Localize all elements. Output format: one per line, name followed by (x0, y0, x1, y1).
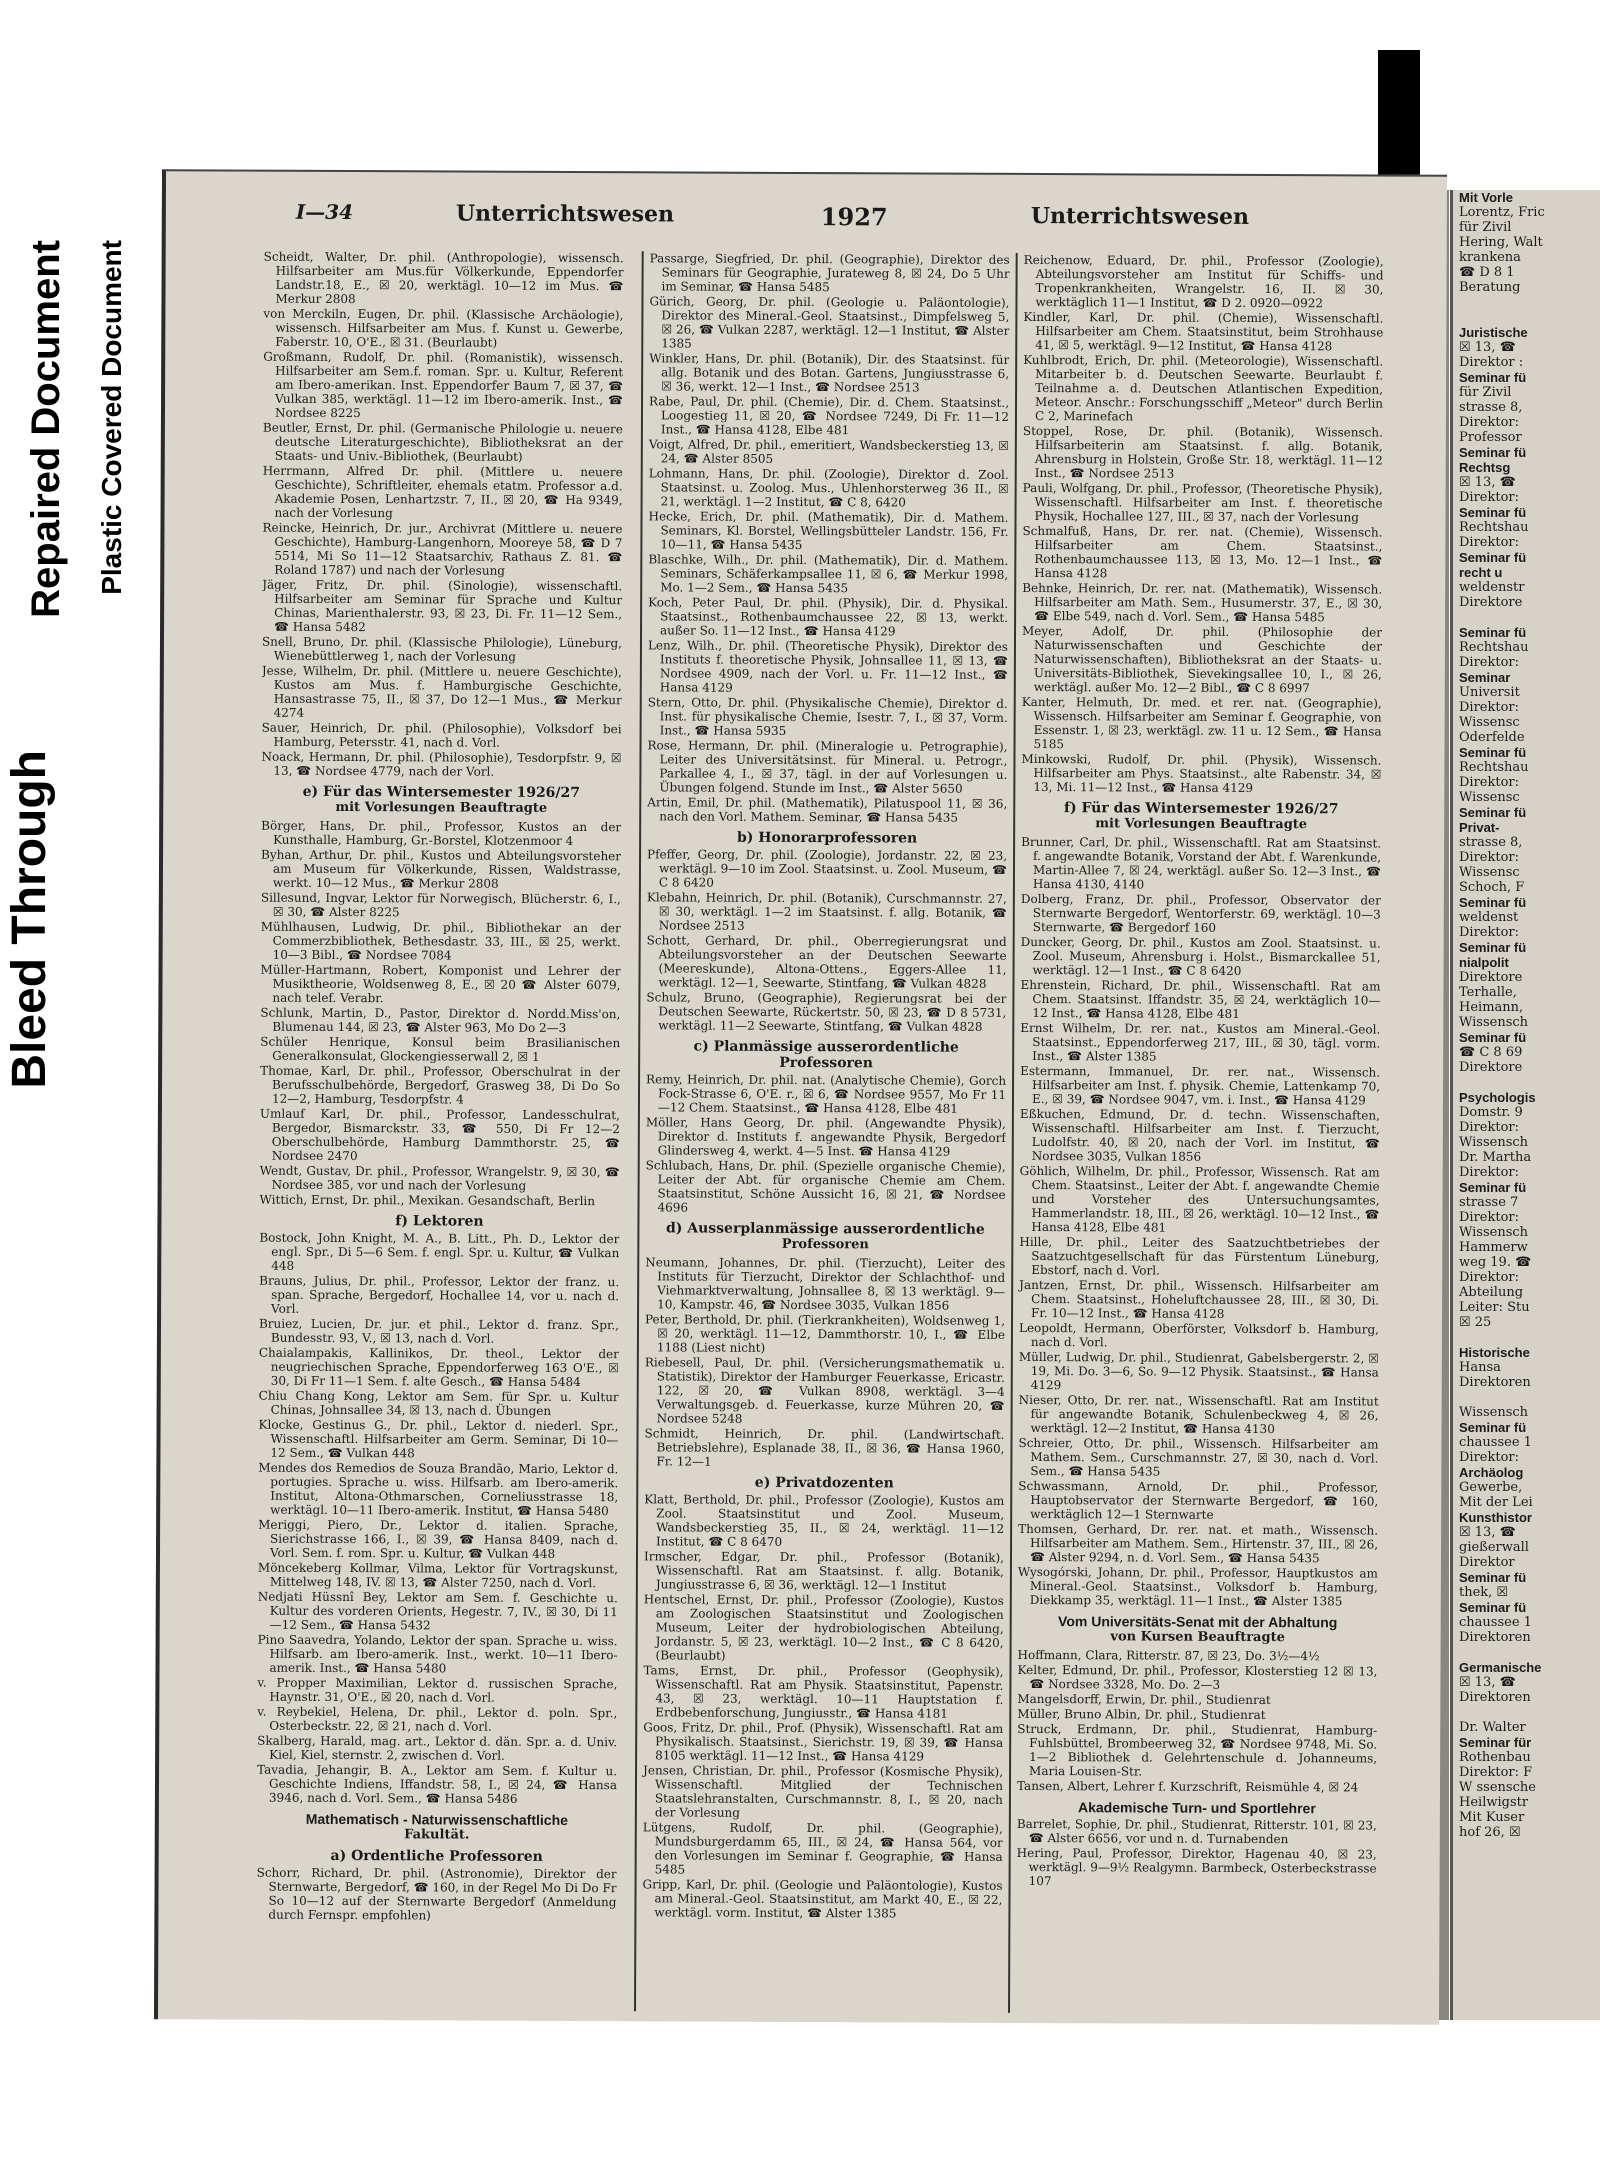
neighbor-text-fragment: Rothenbau (1459, 1750, 1531, 1765)
neighbor-text-fragment: Rechtshau (1459, 640, 1529, 655)
neighbor-text-fragment: Domstr. 9 (1459, 1105, 1523, 1120)
directory-entry: Gürich, Georg, Dr. phil. (Geologie u. Paläontologie), Direktor des Mineral.-Geol. Staatsinst., Dimpfelsweg 5, ☒ 26, ☎ Vulkan 2287, werktägl. 12—1 Institut, ☎ Alster 1385 (649, 294, 1010, 351)
directory-entry: Rabe, Paul, Dr. phil. (Chemie), Dir. d. Chem. Staatsinst., Loogestieg 11, ☒ 20, ☎ Nordsee 7249, Di Fr. 11—12 Inst., ☎ Hansa 4128, Elbe 481 (649, 394, 1010, 438)
directory-entry: Hering, Paul, Professor, Direktor, Hagenau 40, ☒ 23, werktägl. 9—9½ Realgymn. Barmbeck, Osterbeckstrasse 107 (1016, 1845, 1377, 1889)
directory-entry: Sauer, Heinrich, Dr. phil. (Philosophie), Volksdorf bei Hamburg, Petersstr. 41, nach d. Vorl. (261, 720, 622, 750)
neighbor-text-fragment: ☒ 13, ☎ (1459, 475, 1516, 490)
neighbor-text-fragment: Wissensc (1459, 715, 1520, 730)
directory-entry: Kuhlbrodt, Erich, Dr. phil. (Meteorologie), Wissenschaftl. Mitarbeiter b. d. Deutschen Seewarte. Beurlaubt f. Teilnahme a. d. Deutschen Atlantischen Expedition, Meteor. Anschr.: Forschungsschiff „Meteor" durch Berlin C 2, Marinefach (1023, 352, 1384, 424)
directory-entry: Struck, Erdmann, Dr. phil., Studienrat, Hamburg-Fuhlsbüttel, Brombeerweg 32, ☎ Nordsee 9748, Mi. So. 1—2 Bibliothek d. Gelehrtenschule d. Johanneums, Maria Louisen-Str. (1017, 1721, 1378, 1779)
directory-entry: Rose, Hermann, Dr. phil. (Mineralogie u. Petrographie), Leiter des Universitätsinst. für Mineral. u. Petrogr., Parkallee 4, I., ☒ 37, tägl. in der auf Vorlesungen u. Übungen folgend. Stunde im Inst., ☎ Alster 5650 (647, 738, 1008, 796)
column-3 (1008, 253, 1384, 2015)
neighbor-text-fragment: ☎ D 8 1 (1459, 265, 1515, 280)
neighbor-text-fragment (1453, 1390, 1600, 1405)
neighbor-text-fragment: Seminar fü (1459, 895, 1527, 910)
neighbor-text-fragment: Direktor (1459, 1555, 1515, 1570)
faculty-heading: Mathematisch - Naturwissenschaftliche (305, 1810, 568, 1828)
directory-entry: Thomsen, Gerhard, Dr. rer. nat. et math., Wissensch. Hilfsarbeiter am Mathem. Sem., Hirtenstr. 37, III., ☒ 26, ☎ Alster 9294, n. d. Vorl. Sem., ☎ Hansa 5435 (1018, 1521, 1379, 1566)
directory-entry: Klatt, Berthold, Dr. phil., Professor (Zoologie), Kustos am Zool. Staatsinstitut und Zool. Museum, Wandsbeckerstieg 35, II., ☒ 24, werktägl. 11—12 Institut, ☎ C 8 6470 (644, 1492, 1005, 1549)
neighbor-text-fragment: Seminar (1459, 670, 1511, 685)
section-subheading: mit Vorlesungen Beauftragte (335, 799, 548, 816)
neighbor-text-fragment: Gewerbe, (1459, 1480, 1523, 1495)
neighbor-text-fragment (1453, 1075, 1600, 1090)
neighbor-text-fragment: Kunsthistor (1459, 1510, 1532, 1525)
directory-entry: Göhlich, Wilhelm, Dr. phil., Professor, Wissensch. Rat am Chem. Staatsinst., Leiter der Abt. f. angewandte Chemie und Vorsteher des Untersuchungsamtes, Hammerlandstr. 18, III., ☒ 26, werktägl. 10—12 Inst., ☎ Hansa 4128, Elbe 481 (1019, 1163, 1380, 1235)
neighbor-text-fragment: Seminar für (1459, 1735, 1532, 1750)
neighbor-text-fragment: Direktor: (1459, 775, 1520, 790)
section-heading: e) Privatdozenten (754, 1474, 894, 1492)
neighbor-text-fragment: Seminar fü (1459, 745, 1527, 760)
neighbor-text-fragment: Direktor: (1459, 1270, 1520, 1285)
directory-entry: Jensen, Christian, Dr. phil., Professor (Kosmische Physik), Wissenschaftl. Mitglied der Technischen Staatslehranstalten, Curschmannstr. 8, I., ☒ 20, nach der Vorlesung (643, 1763, 1004, 1820)
header-year: 1927 (820, 202, 888, 232)
header-left-title: Unterrichtswesen (455, 200, 675, 228)
neighbor-text-fragment: Mit Vorle (1459, 190, 1513, 205)
neighbor-text-fragment: Direktor: (1459, 925, 1520, 940)
entry-list (1017, 1817, 1377, 1890)
directory-entry: Gripp, Karl, Dr. phil. (Geologie und Paläontologie), Kustos am Mineral.-Geol. Staatsinstitut, am Markt 40, E., ☒ 22, werktägl. vorm. Institut, ☎ Alster 1385 (642, 1877, 1003, 1921)
directory-entry: Snell, Bruno, Dr. phil. (Klassische Philologie), Lüneburg, Wienebüttlerweg 1, nach der Vorlesung (261, 634, 623, 664)
neighbor-text-fragment: Historische (1459, 1345, 1530, 1360)
section-subheading: Professoren (781, 1236, 869, 1253)
neighbor-text-fragment: Seminar fü (1459, 1420, 1527, 1435)
neighbor-text-fragment: Dr. Walter (1459, 1720, 1526, 1735)
neighbor-text-fragment: Direktor: (1459, 490, 1520, 505)
neighbor-text-fragment (1453, 1705, 1600, 1720)
neighbor-text-fragment: ☒ 13, ☎ (1459, 1675, 1516, 1690)
entry-list (257, 1231, 620, 1807)
neighbor-text-fragment: Oderfelde (1459, 730, 1525, 745)
neighbor-text-fragment: Archäolog (1459, 1465, 1524, 1480)
neighbor-text-fragment: Seminar fü (1459, 370, 1527, 385)
section-heading: c) Planmässige ausserordentliche Professoren (693, 1038, 959, 1072)
neighbor-text-fragment: Germanische (1459, 1660, 1542, 1675)
section-heading: a) Ordentliche Professoren (330, 1847, 543, 1865)
neighbor-text-fragment: ☒ 13, ☎ (1459, 340, 1516, 355)
directory-entry: Klocke, Gestinus G., Dr. phil., Lektor d. niederl. Spr., Wissenschaftl. Hilfsarbeiter am Germ. Seminar, Di 10—12 Sem., ☎ Vulkan 448 (258, 1417, 619, 1461)
neighbor-text-fragment: Psychologis (1459, 1090, 1536, 1105)
column-2 (634, 251, 1010, 2013)
neighbor-text-fragment: Dr. Martha (1459, 1150, 1532, 1165)
neighbor-text-fragment: Direktor : (1459, 355, 1524, 370)
entry-list (1021, 253, 1383, 796)
directory-entry: Kindler, Karl, Dr. phil. (Chemie), Wissenschaftl. Hilfsarbeiter am Chem. Staatsinstitut, beim Strohhause 41, ☒ 5, werktägl. 9—12 Institut, ☎ Hansa 4128 (1023, 309, 1384, 354)
directory-entry: Duncker, Georg, Dr. phil., Kustos am Zool. Staatsinst. u. Zool. Museum, Ahrensburg i. Holst., Bismarckallee 51, werktägl. 12—1 Inst., ☎ C 8 6420 (1020, 934, 1381, 978)
senat-heading: Vom Universitäts-Senat mit der Abhaltung (1058, 1613, 1338, 1631)
directory-entry: Irmscher, Edgar, Dr. phil., Professor (Botanik), Wissenschaftl. Rat am Staatsinst. f. allg. Botanik, Jungiusstrasse 6, ☒ 36, werktägl. 12—1 Institut (643, 1549, 1005, 1593)
directory-entry: Börger, Hans, Dr. phil., Professor, Kustos an der Kunsthalle, Hamburg, Gr.-Borstel, Klotzenmoor 4 (261, 818, 622, 849)
neighbor-text-fragment: Seminar fü (1459, 805, 1527, 820)
neighbor-text-fragment: Juristische (1459, 325, 1528, 340)
directory-entry: Pino Saavedra, Yolando, Lektor der span. Sprache u. wiss. Hilfsarb. am Ibero-amerik. Inst., werkt. 10—11 Ibero-amerik. Inst., ☎ Hansa 5480 (257, 1632, 618, 1676)
neighbor-text-fragment: Direktor: (1459, 415, 1520, 430)
directory-entry: Neumann, Johannes, Dr. phil. (Tierzucht), Leiter des Instituts für Tierzucht, Direktor der Schlachthof- und Viehmarktverwaltung, Johnsallee 8, ☒ 13 werktägl. 9—10, Kampstr. 46, ☎ Nordsee 3035, Vulkan 1856 (645, 1255, 1006, 1313)
neighbor-text-fragment: hof 26, ☒ (1459, 1825, 1521, 1840)
directory-entry: Behnke, Heinrich, Dr. rer. nat. (Mathematik), Wissensch. Hilfsarbeiter am Math. Sem., Husumerstr. 37, E., ☒ 30, ☎ Elbe 549, nach d. Vorl. Sem., ☎ Hansa 5485 (1022, 580, 1383, 625)
neighbor-text-fragment: Seminar fü (1459, 940, 1527, 955)
directory-entry: Pfeffer, Georg, Dr. phil. (Zoologie), Jordanstr. 22, ☒ 23, werktägl. 9—10 im Zool. Staatsinst. u. Zool. Museum, ☎ C 8 6420 (647, 847, 1008, 890)
directory-entry: Tansen, Albert, Lehrer f. Kurzschrift, Reismühle 4, ☒ 24 (1016, 1778, 1359, 1795)
directory-entry: Noack, Hermann, Dr. phil. (Philosophie), Tesdorpfstr. 9, ☒ 13, ☎ Nordsee 4779, nach der Vorl. (261, 749, 622, 779)
neighbor-text-fragment: Direktor: (1459, 700, 1520, 715)
directory-entry: Mendes dos Remedios de Souza Brandão, Mario, Lektor d. portugies. Sprache u. wiss. Hilfsarb. am Ibero-amerik. Institut, Altona-Othmarschen, Corneliusstrasse 18, werktägl. 10—11 Ibero-amerik. Institut, ☎ Hansa 5480 (258, 1460, 619, 1519)
neighbor-text-fragment: Seminar fü (1459, 550, 1527, 565)
neighbor-text-fragment (1453, 1330, 1600, 1345)
entry-list (646, 847, 1007, 1034)
entry-list (1017, 1648, 1378, 1795)
document-condition-labels (0, 220, 160, 1220)
neighbor-text-fragment: Beratung (1459, 280, 1521, 295)
neighbor-text-fragment: Seminar fü (1459, 1600, 1527, 1615)
neighbor-text-fragment: Hammerw (1459, 1240, 1528, 1255)
directory-entry: Meyer, Adolf, Dr. phil. (Philosophie der Naturwissenschaften und Geschichte der Naturwissenschaften), Bibliotheksrat an der Staats- u. Universitäts-Bibliothek, Sievekingsallee 10, I., ☒ 26, werktägl. außer Mo. 12—2 Bibl., ☎ C 8 6997 (1022, 623, 1383, 696)
directory-entry: Schmalfuß, Hans, Dr. rer. nat. (Chemie), Wissensch. Hilfsarbeiter am Chem. Staatsinst., Rothenbaumchaussee 113, ☒ 13, Mo. 12—1 Inst., ☎ Hansa 4128 (1022, 523, 1383, 581)
neighbor-text-fragment: Heilwigstr (1459, 1795, 1529, 1810)
directory-entry: Mangelsdorff, Erwin, Dr. phil., Studienrat (1017, 1691, 1271, 1708)
neighbor-text-fragment: Abteilung (1459, 1285, 1524, 1300)
directory-entry: Lohmann, Hans, Dr. phil. (Zoologie), Direktor d. Zool. Staatsinst. u. Zoolog. Mus., Uhlenhorsterweg 36 II., ☒ 21, werktägl. 1—2 Institut, ☎ C 8, 6420 (648, 466, 1009, 510)
directory-entry: Lenz, Wilh., Dr. phil. (Theoretische Physik), Direktor des Instituts f. theoretische Physik, Johnsallee 11, ☒ 13, ☎ Nordsee 4909, nach der Vorl. u. Fr. 11—12 Inst., ☎ Hansa 4129 (647, 638, 1008, 695)
directory-entry: Müller-Hartmann, Robert, Komponist und Lehrer der Musiktheorie, Woldsenweg 8, E., ☒ 20 ☎ Alster 6079, nach telef. Verabr. (260, 962, 621, 1006)
neighbor-text-fragment: strasse 7 (1459, 1195, 1519, 1210)
neighbor-text-fragment: Terhalle, (1459, 985, 1517, 1000)
directory-entry: Kanter, Helmuth, Dr. med. et rer. nat. (Geographie), Wissensch. Hilfsarbeiter am Seminar f. Geographie, von Essenstr. 1, ☒ 23, werktägl. zw. 11 u. 12 Sem., ☎ Hansa 5185 (1021, 694, 1382, 752)
directory-entry: Schott, Gerhard, Dr. phil., Oberregierungsrat und Abteilungsvorsteher an der Deutschen Seewarte (Meereskunde), Altona-Ottens., Eggers-Allee 11, werktägl. 12—1, Seewarte, Stintfang, ☎ Vulkan 4828 (646, 933, 1007, 991)
directory-entry: Lütgens, Rudolf, Dr. phil. (Geographie), Mundsburgerdamm 65, III., ☒ 24, ☎ Hansa 564, vor den Vorlesungen im Seminar f. Geographie, ☎ Hansa 5485 (642, 1820, 1003, 1877)
column-1 (256, 250, 624, 2012)
entry-list (261, 250, 623, 780)
directory-entry: Tavadia, Jehangir, B. A., Lektor am Sem. f. Kultur u. Geschichte Indiens, Iffandstr. 58, I., ☒ 24, ☎ Hansa 3946, nach d. Vorl. Sem., ☎ Hansa 5486 (257, 1762, 618, 1806)
entry-list (644, 1255, 1005, 1470)
neighbor-text-fragment: für Zivil (1459, 220, 1512, 235)
neighbor-text-fragment: Direktor: (1459, 1210, 1520, 1225)
section-heading: e) Für das Wintersemester 1926/27 (302, 783, 581, 802)
neighbor-text-fragment: Schoch, F (1459, 880, 1525, 895)
directory-entry: Minkowski, Rudolf, Dr. phil. (Physik), Wissensch. Hilfsarbeiter am Phys. Staatsinst., alte Rabenstr. 34, ☒ 13, Mi. 11—12 Inst., ☎ Hansa 4129 (1021, 751, 1382, 795)
directory-entry: Jäger, Fritz, Dr. phil. (Sinologie), wissenschaftl. Hilfsarbeiter am Seminar für Sprache und Kultur Chinas, Marienthalerstr. 93, ☒ 23, Di. Fr. 11—12 Sem., ☎ Hansa 5482 (262, 577, 623, 635)
label-repaired-document: Repaired Document (24, 240, 68, 618)
neighbor-text-fragment: Seminar fü (1459, 625, 1527, 640)
neighbor-text-fragment: Wissensch (1459, 1225, 1529, 1240)
directory-entry: Wysogórski, Johann, Dr. phil., Professor, Hauptkustos am Mineral.-Geol. Staatsinst., Volksdorf b. Hamburg, Diekkamp 35, werktägl. 11—1 Inst., ☎ Alster 1385 (1017, 1564, 1378, 1609)
neighbor-text-fragment: Seminar fü (1459, 445, 1527, 460)
directory-entry: Meriggi, Piero, Dr., Lektor d. italien. Sprache, Sierichstrasse 166, I., ☒ 39, ☎ Hansa 8409, nach d. Vorl. Sem. f. rom. Spr. u. Kultur, ☎ Vulkan 448 (258, 1517, 619, 1561)
neighbor-text-fragment: Direktore (1459, 595, 1523, 610)
neighbor-text-fragment: Direktor: (1459, 535, 1520, 550)
directory-entry: Reincke, Heinrich, Dr. jur., Archivrat (Mittlere u. neuere Geschichte), Hamburg-Langenhorn, Mooreye 58, ☎ D 7 5514, Mi So 11—12 Staatsarchiv, Rathaus Z. 81. ☎ Roland 1787) und nach der Vorlesung (262, 520, 623, 578)
directory-entry: Herrmann, Alfred Dr. phil. (Mittlere u. neuere Geschichte), Schriftleiter, ehemals etatm. Professor a.d. Akademie Posen, Lenhartzstr. 7, II., ☒ 20, ☎ Ha 9349, nach der Vorlesung (262, 463, 623, 521)
text-columns (256, 250, 1434, 2015)
directory-entry: Peter, Berthold, Dr. phil. (Tierkrankheiten), Woldsenweg 1, ☒ 20, werktägl. 11—12, Dammthorstr. 10, I., ☎ Elbe 1188 (Liest nicht) (644, 1312, 1006, 1355)
neighbor-text-fragment: Leiter: Stu (1459, 1300, 1530, 1315)
entry-list (645, 1072, 1006, 1216)
neighbor-text-fragment: Rechtshau (1459, 520, 1529, 535)
section-heading: d) Ausserplanmässige ausserordentliche (665, 1220, 985, 1238)
neighbor-text-fragment: strasse 8, (1459, 835, 1523, 850)
directory-entry: Eßkuchen, Edmund, Dr. d. techn. Wissenschaften, Wissenschaftl. Hilfsarbeiter am Inst. f. Tierzucht, Ludolfstr. 40, ☒ 20, nach der Vorl. im Institut, ☎ Nordsee 3035, Vulkan 1856 (1019, 1106, 1380, 1164)
neighbor-text-fragment: Seminar fü (1459, 505, 1527, 520)
directory-entry: Jesse, Wilhelm, Dr. phil. (Mittlere u. neuere Geschichte), Kustos am Mus. f. Hamburgische Geschichte, Hansastrasse 75, II., ☒ 37, Do 12—1 Mus., ☎ Merkur 4274 (261, 663, 622, 720)
directory-entry: Schwassmann, Arnold, Dr. phil., Professor, Hauptobservator der Sternwarte Bergedorf, ☎ 160, werktäglich 12—1 Sternwarte (1018, 1478, 1379, 1522)
label-bleed-through: Bleed Through (3, 750, 56, 1089)
neighbor-text-fragment: Rechtshau (1459, 760, 1529, 775)
directory-entry: Blaschke, Wilh., Dr. phil. (Mathematik), Dir. d. Mathem. Seminars, Schäferkampsallee 11, ☒ 6, ☎ Merkur 1998, Mo. 1—2 Sem., ☎ Hansa 5435 (648, 552, 1009, 596)
neighbor-text-fragment: Professor (1459, 430, 1522, 445)
directory-entry: Skalberg, Harald, mag. art., Lektor d. dän. Spr. a. d. Univ. Kiel, Kiel, sternstr. 2, zwischen d. Vorl. (257, 1733, 618, 1763)
neighbor-text-fragment (1453, 295, 1600, 310)
neighbor-text-fragment: chaussee 1 (1459, 1435, 1532, 1450)
directory-entry: Klebahn, Heinrich, Dr. phil. (Botanik), Curschmannstr. 27, ☒ 30, werktägl. 1—2 im Staatsinst. f. allg. Botanik, ☎ Nordsee 2513 (646, 890, 1007, 933)
neighbor-text-fragment: ☒ 25 (1459, 1315, 1492, 1330)
neighbor-text-fragment: weg 19. ☎ (1459, 1255, 1532, 1270)
directory-entry: Hille, Dr. phil., Leiter des Saatzuchtbetriebes der Saatzuchtgesellschaft für das Fürstentum Lüneburg, Ebstorf, nach d. Vorl. (1019, 1234, 1380, 1278)
directory-entry: Mühlhausen, Ludwig, Dr. phil., Bibliothekar an der Commerzbibliothek, Bethesdastr. 33, III., ☒ 25, werkt. 10—3 Bibl., ☎ Nordsee 7084 (260, 919, 621, 963)
directory-entry: Wendt, Gustav, Dr. phil., Professor, Wrangelstr. 9, ☒ 30, ☎ Nordsee 385, vor und nach der Vorlesung (259, 1163, 620, 1193)
directory-entry: Leopoldt, Hermann, Oberförster, Volksdorf b. Hamburg, nach d. Vorl. (1018, 1320, 1380, 1350)
neighbor-text-fragment: Direktor: F (1459, 1765, 1533, 1780)
directory-entry: Hoffmann, Clara, Ritterstr. 87, ☒ 23, Do. 3½—4½ (1017, 1647, 1320, 1664)
directory-entry: Ernst Wilhelm, Dr. rer. nat., Kustos am Mineral.-Geol. Staatsinst., Eppendorferweg 217, III., ☒ 30, tägl. vorm. Inst., ☎ Alster 1385 (1020, 1020, 1381, 1064)
directory-entry: Chaialampakis, Kallinikos, Dr. theol., Lektor der neugriechischen Sprache, Eppendorferweg 163 O'E., ☒ 30, Di Fr 11—1 Sem. f. alte Gesch., ☎ Hansa 5484 (258, 1345, 619, 1390)
directory-entry: Stoppel, Rose, Dr. phil. (Botanik), Wissensch. Hilfsarbeiterin am Staatsinst. f. allg. Botanik, Ahrensburg in Holstein, Große Str. 18, werktägl. 11—12 Inst., ☎ Nordsee 2513 (1022, 423, 1383, 481)
scanned-page (154, 169, 1447, 2025)
directory-entry: Riebesell, Paul, Dr. phil. (Versicherungsmathematik u. Statistik), Direktor der Hamburger Feuerkasse, Ericastr. 122, ☒ 20, ☎ Vulkan 8908, werktägl. 3—4 Verwaltungsgeb. d. Feuerkasse, kurze Mühren 20, ☎ Nordsee 5248 (644, 1355, 1005, 1426)
directory-entry: Stern, Otto, Dr. phil. (Physikalische Chemie), Direktor d. Inst. für physikalische Chemie, Isestr. 7, I., ☒ 37, Vorm. Inst., ☎ Hansa 5935 (647, 695, 1008, 738)
neighbor-text-fragment: für Zivil (1459, 385, 1512, 400)
directory-entry: Artin, Emil, Dr. phil. (Mathematik), Pilatuspool 11, ☒ 36, nach den Vorl. Mathem. Seminar, ☎ Hansa 5435 (647, 795, 1008, 825)
senat-subheading: von Kursen Beauftragte (1110, 1629, 1285, 1646)
neighbor-text-fragment: recht u (1459, 565, 1503, 580)
entry-list (256, 1866, 616, 1924)
section-subheading: mit Vorlesungen Beauftragte (1095, 816, 1308, 833)
section-heading: b) Honorarprofessoren (736, 829, 918, 847)
section-heading: f) Für das Wintersemester 1926/27 (1063, 800, 1339, 818)
directory-entry: Hentschel, Ernst, Dr. phil., Professor (Zoologie), Kustos am Zoologischen Staatsinstitut und Zoologischen Museum, Leiter der hydrobiologischen Abteilung, Jordanstr. 5, ☒ 23, werktägl. 10—2 Inst., ☎ C 8 6420, (Beurlaubt) (643, 1592, 1004, 1663)
directory-entry: Schulz, Bruno, (Geographie), Regierungsrat bei der Deutschen Seewarte, Rückertstr. 50, ☒ 23, ☎ D 8 5731, werktägl. 11—2 Seewarte, Stintfang, ☎ Vulkan 4828 (646, 990, 1007, 1034)
directory-entry: Thomae, Karl, Dr. phil., Professor, Oberschulrat in der Berufsschulbehörde, Bergedorf, Grasweg 38, Di Do So 12—2, Hamburg, Tesdorpfstr. 4 (260, 1063, 621, 1107)
neighbor-text-fragment: weldenstr (1459, 580, 1525, 595)
neighbor-text-fragment: thek, ☒ (1459, 1585, 1509, 1600)
label-plastic-covered: Plastic Covered Document (96, 240, 127, 595)
directory-entry: Jantzen, Ernst, Dr. phil., Wissensch. Hilfsarbeiter am Chem. Staatsinst., Hoheluftchaussee 28, III., ☒ 30, Di. Fr. 10—12 Inst., ☎ Hansa 4128 (1019, 1277, 1380, 1321)
directory-entry: Chiu Chang Kong, Lektor am Sem. für Spr. u. Kultur Chinas, Johnsallee 34, ☒ 13, nach d. Übungen (258, 1388, 619, 1418)
directory-entry: Wittich, Ernst, Dr. phil., Mexikan. Gesandschaft, Berlin (259, 1192, 596, 1209)
neighbor-text-fragment: weldenst (1459, 910, 1519, 925)
directory-entry: Beutler, Ernst, Dr. phil. (Germanische Philologie u. neuere deutsche Literaturgeschichte), Bibliotheksrat an der Staats- und Univ.-Bibliothek, (Beurlaubt) (262, 420, 623, 464)
directory-entry: Kelter, Edmund, Dr. phil., Professor, Klosterstieg 12 ☒ 13, ☎ Nordsee 3328, Mo. Do. 2—3 (1017, 1662, 1378, 1692)
neighbor-text-fragment (1453, 610, 1600, 625)
directory-entry: Müller, Ludwig, Dr. phil., Studienrat, Gabelsbergerstr. 2, ☒ 19, Mi. Do. 3—6, So. 9—12 Physik. Staatsinst., ☎ Hansa 4129 (1018, 1349, 1379, 1393)
neighbor-text-fragment: strasse 8, (1459, 400, 1523, 415)
neighbor-text-fragment: Direktor: (1459, 1165, 1520, 1180)
neighbor-text-fragment: Rechtsg (1459, 460, 1511, 475)
neighbor-text-fragment (1453, 310, 1600, 325)
neighbor-text-fragment: chaussee 1 (1459, 1615, 1532, 1630)
sport-heading: Akademische Turn- und Sportlehrer (1077, 1799, 1316, 1817)
directory-entry: Goos, Fritz, Dr. phil., Prof. (Physik), Wissenschaftl. Rat am Physikalisch. Staatsinst., Sierichstr. 19, ☒ 39, ☎ Hansa 8105 werktägl. 11—12 Inst., ☎ Hansa 4129 (643, 1720, 1004, 1764)
directory-entry: Möncekeberg Kollmar, Vilma, Lektor für Vortragskunst, Mittelweg 148, IV. ☒ 13, ☎ Alster 7250, nach d. Vorl. (257, 1560, 618, 1591)
directory-entry: Koch, Peter Paul, Dr. phil. (Physik), Dir. d. Physikal. Staatsinst., Rothenbaumchaussee 22, ☒ 13, werkt. außer So. 11—12 Inst., ☎ Hansa 4129 (648, 595, 1009, 639)
header-right-title: Unterrichtswesen (1030, 202, 1250, 230)
directory-entry: Barrelet, Sophie, Dr. phil., Studienrat, Ritterstr. 101, ☒ 23, ☎ Alster 6656, vor und n. d. Turnabenden (1016, 1816, 1377, 1847)
neighbor-text-fragment: Direktore (1459, 1060, 1523, 1075)
directory-entry: Möller, Hans Georg, Dr. phil. (Angewandte Physik), Direktor d. Instituts f. angewandte Physik, Bergedorf Glindersweg 4, werkt. 4—5 Inst. ☎ Hansa 4129 (645, 1115, 1006, 1159)
directory-entry: Dolberg, Franz, Dr. phil., Professor, Observator der Sternwarte Bergedorf, Wentorferstr. 69, werktägl. 10—3 Sternwarte, ☎ Bergedorf 160 (1020, 891, 1381, 935)
neighbor-text-fragment: W ssensche (1459, 1780, 1536, 1795)
neighbor-text-fragment: Mit der Lei (1459, 1495, 1533, 1510)
page-number: I—34 (295, 199, 354, 225)
directory-entry: Brauns, Julius, Dr. phil., Professor, Lektor der franz. u. span. Sprache, Bergedorf, Hochallee 14, vor u. nach d. Vorl. (259, 1273, 620, 1316)
page-header (166, 199, 1447, 239)
directory-entry: Schmidt, Heinrich, Dr. phil. (Landwirtschaft. Betriebslehre), Esplanade 38, II., ☒ 36, ☎ Hansa 1960, Fr. 12—1 (644, 1426, 1005, 1469)
directory-entry: Schlunk, Martin, D., Pastor, Direktor d. Nordd.Miss'on, Blumenau 144, ☒ 23, ☎ Alster 963, Mo Do 2—3 (260, 1005, 621, 1035)
directory-entry: Schreier, Otto, Dr. phil., Wissensch. Hilfsarbeiter am Mathem. Sem., Curschmannstr. 27, ☒ 30, nach d. Vorl. Sem., ☎ Hansa 5435 (1018, 1435, 1379, 1479)
directory-entry: Bostock, John Knight, M. A., B. Litt., Ph. D., Lektor der engl. Spr., Di 5—6 Sem. f. engl. Spr. u. Kultur, ☎ Vulkan 448 (259, 1230, 620, 1273)
directory-entry: Pauli, Wolfgang, Dr. phil., Professor, (Theoretische Physik), Wissenschaftl. Hilfsarbeiter am Inst. f. theoretische Physik, Hochallee 127, III., ☒ 37, nach der Vorlesung (1022, 480, 1383, 525)
directory-entry: Passarge, Siegfried, Dr. phil. (Geographie), Direktor des Seminars für Geographie, Jurateweg 8, ☒ 24, Do 5 Uhr im Seminar, ☎ Hansa 5485 (649, 251, 1010, 295)
neighbor-text-fragment: krankena (1459, 250, 1521, 265)
neighbor-text-fragment: Direktoren (1459, 1690, 1531, 1705)
neighbor-text-fragment: Direktor: (1459, 850, 1520, 865)
neighbor-page-fragment (1450, 190, 1600, 2020)
neighbor-text-fragment: Wissensch (1459, 1015, 1529, 1030)
directory-entry: von Merckiln, Eugen, Dr. phil. (Klassische Archäologie), wissensch. Hilfsarbeiter am Mus. f. Kunst u. Gewerbe, Faberstr. 10, O'E., ☒ 31. (Beurlaubt) (263, 306, 624, 350)
neighbor-text-fragment: Heimann, (1459, 1000, 1524, 1015)
neighbor-text-fragment: Wissensc (1459, 790, 1520, 805)
entry-list (1018, 835, 1381, 1609)
directory-entry: Bruiez, Lucien, Dr. jur. et phil., Lektor d. franz. Spr., Bundesstr. 93, V., ☒ 13, nach d. Vorl. (258, 1316, 620, 1346)
directory-entry: Byhan, Arthur, Dr. phil., Kustos und Abteilungsvorsteher am Museum für Völkerkunde, Rissen, Waldstrasse, werkt. 10—12 Mus., ☎ Merkur 2808 (261, 847, 622, 891)
directory-entry: Nieser, Otto, Dr. rer. nat., Wissenschaftl. Rat am Institut für angewandte Botanik, Schulenbeckweg 4, ☒ 26, werktägl. 12—2 Institut, ☎ Hansa 4130 (1018, 1392, 1379, 1437)
neighbor-text-fragment: Direktoren (1459, 1630, 1531, 1645)
neighbor-text-fragment: Lorentz, Fric (1459, 205, 1545, 220)
directory-entry: Brunner, Carl, Dr. phil., Wissenschaftl. Rat am Staatsinst. f. angewandte Botanik, Vorstand der Abt. f. Warenkunde, Martin-Allee 7, ☒ 24, werktägl. außer So. 12—3 Inst., ☎ Hansa 4130, 4140 (1021, 834, 1382, 892)
directory-entry: Großmann, Rudolf, Dr. phil. (Romanistik), wissensch. Hilfsarbeiter am Sem.f. roman. Spr. u. Kultur, Referent am Ibero-amerikan. Inst. Eppendorfer Baum 7, ☒ 37, ☎ Vulkan 385, werktägl. 11—12 im Ibero-amerik. Inst., ☎ Nordsee 8225 (263, 349, 624, 421)
neighbor-text-fragment: Direktoren (1459, 1375, 1531, 1390)
directory-entry: v. Propper Maximilian, Lektor d. russischen Sprache, Haynstr. 31, O'E., ☒ 20, nach d. Vorl. (257, 1675, 618, 1705)
directory-entry: Schorr, Richard, Dr. phil. (Astronomie), Direktor der Sternwarte, Bergedorf, ☎ 160, in der Regel Mo Di Do Fr So 10—12 auf der Sternwarte Bergedorf (Anmeldung durch Fernspr. empfohlen) (256, 1865, 617, 1923)
directory-entry: Voigt, Alfred, Dr. phil., emeritiert, Wandsbeckerstieg 13, ☒ 24, ☎ Alster 8505 (648, 437, 1009, 466)
directory-entry: Tams, Ernst, Dr. phil., Professor (Geophysik), Wissenschaftl. Rat am Physik. Staatsinstitut, Papenstr. 43, ☒ 23, werktägl. 10—11 Hauptstation f. Erdbebenforschung, Jungiusstr., ☎ Hansa 4181 (643, 1663, 1004, 1721)
neighbor-text-fragment: Wissensch (1459, 1405, 1529, 1420)
neighbor-text-fragment: Seminar fü (1459, 1180, 1527, 1195)
neighbor-text-fragment: Direktor: (1459, 655, 1520, 670)
neighbor-text-fragment: nialpolit (1459, 955, 1509, 970)
directory-entry: v. Reybekiel, Helena, Dr. phil., Lektor d. poln. Spr., Osterbeckstr. 22, ☒ 21, nach d. Vorl. (257, 1704, 618, 1734)
neighbor-text-fragment: Wissensc (1459, 865, 1520, 880)
neighbor-text-fragment: Direktor: (1459, 1120, 1520, 1135)
directory-entry: Nedjati Hüssnî Bey, Lektor am Sem. f. Geschichte u. Kultur des vorderen Orients, Hegestr. 7, IV., ☒ 30, Di 11—12 Sem., ☎ Hansa 5432 (257, 1589, 618, 1633)
scan-bar-top (1378, 50, 1420, 190)
directory-entry: Müller, Bruno Albin, Dr. phil., Studienrat (1017, 1706, 1266, 1723)
directory-entry: Ehrenstein, Richard, Dr. phil., Wissenschaftl. Rat am Chem. Staatsinst. Iffandstr. 35, ☒ 24, werktäglich 10—12 Inst., ☎ Hansa 4128, Elbe 481 (1020, 977, 1381, 1021)
neighbor-text-fragment (1453, 1645, 1600, 1660)
directory-entry: Schüler Henrique, Konsul beim Brasilianischen Generalkonsulat, Glockengiesserwall 2, ☒ 1 (260, 1034, 621, 1064)
neighbor-text-fragment: Hansa (1459, 1360, 1501, 1375)
directory-entry: Sillesund, Ingvar, Lektor für Norwegisch, Blücherstr. 6, I., ☒ 30, ☎ Alster 8225 (260, 890, 621, 920)
entry-list (260, 819, 622, 1209)
directory-entry: Hecke, Erich, Dr. phil. (Mathematik), Dir. d. Mathem. Seminars, Kl. Borstel, Wellingsbütteler Landstr. 156, Fr. 10—11, ☎ Hansa 5435 (648, 509, 1009, 553)
directory-entry: Winkler, Hans, Dr. phil. (Botanik), Dir. des Staatsinst. für allg. Botanik und des Botan. Gartens, Jungiusstrasse 6, ☒ 36, werkt. 12—1 Inst., ☎ Nordsee 2513 (649, 351, 1010, 395)
directory-entry: Schlubach, Hans, Dr. phil. (Spezielle organische Chemie), Leiter der Abt. für organische Chemie am Chem. Staatsinstitut, Schöne Aussicht 16, ☒ 21, ☎ Nordsee 4696 (645, 1158, 1006, 1215)
neighbor-text-fragment: Wissensch (1459, 1135, 1529, 1150)
neighbor-text-fragment: Mit Kuser (1459, 1810, 1525, 1825)
directory-entry: Reichenow, Eduard, Dr. phil., Professor (Zoologie), Abteilungsvorsteher am Institut für Schiffs- und Tropenkrankheiten, Wrangelstr. 16, II. ☒ 30, werktäglich 11—1 Institut, ☎ D 2. 0920—0922 (1023, 252, 1384, 311)
section-heading: f) Lektoren (395, 1213, 484, 1230)
neighbor-text-fragment: ☒ 13, ☎ (1459, 1525, 1516, 1540)
directory-entry: Estermann, Immanuel, Dr. rer. nat., Wissensch. Hilfsarbeiter am Inst. f. physik. Chemie, Lattenkamp 70, E., ☒ 39, ☎ Nordsee 9047, vm. i. Inst., ☎ Hansa 4129 (1020, 1063, 1381, 1108)
neighbor-text-fragment: Direktore (1459, 970, 1523, 985)
faculty-heading-2: Fakultät. (404, 1827, 470, 1843)
neighbor-text-fragment: Hering, Walt (1459, 235, 1543, 250)
entry-list (647, 251, 1009, 825)
directory-entry: Remy, Heinrich, Dr. phil. nat. (Analytische Chemie), Gorch Fock-Strasse 6, O'E. r., ☒ 6, ☎ Nordsee 9557, Mo Fr 11—12 Chem. Staatsinst., ☎ Hansa 4128, Elbe 481 (646, 1072, 1007, 1116)
neighbor-text-fragment: Seminar fü (1459, 1570, 1527, 1585)
entry-list (642, 1492, 1004, 1921)
neighbor-text-fragment: Universit (1459, 685, 1520, 700)
neighbor-text-fragment: ☎ C 8 69 (1459, 1045, 1523, 1060)
directory-entry: Umlauf Karl, Dr. phil., Professor, Landesschulrat, Bergedor, Bismarckstr. 33, ☎ 550, Di Fr 12—2 Oberschulbehörde, Hamburg Dammthorstr. 25, ☎ Nordsee 2470 (259, 1106, 620, 1164)
neighbor-text-fragment: Privat- (1459, 820, 1500, 835)
neighbor-text-fragment: gießerwall (1459, 1540, 1529, 1555)
directory-entry: Scheidt, Walter, Dr. phil. (Anthropologie), wissensch. Hilfsarbeiter am Mus.für Völkerkunde, Eppendorfer Landstr.18, E., ☒ 20, werktägl. 10—12 im Mus. ☎ Merkur 2808 (263, 249, 624, 307)
neighbor-text-fragment: Seminar fü (1459, 1030, 1527, 1045)
neighbor-text-fragment: Direktor: (1459, 1450, 1520, 1465)
